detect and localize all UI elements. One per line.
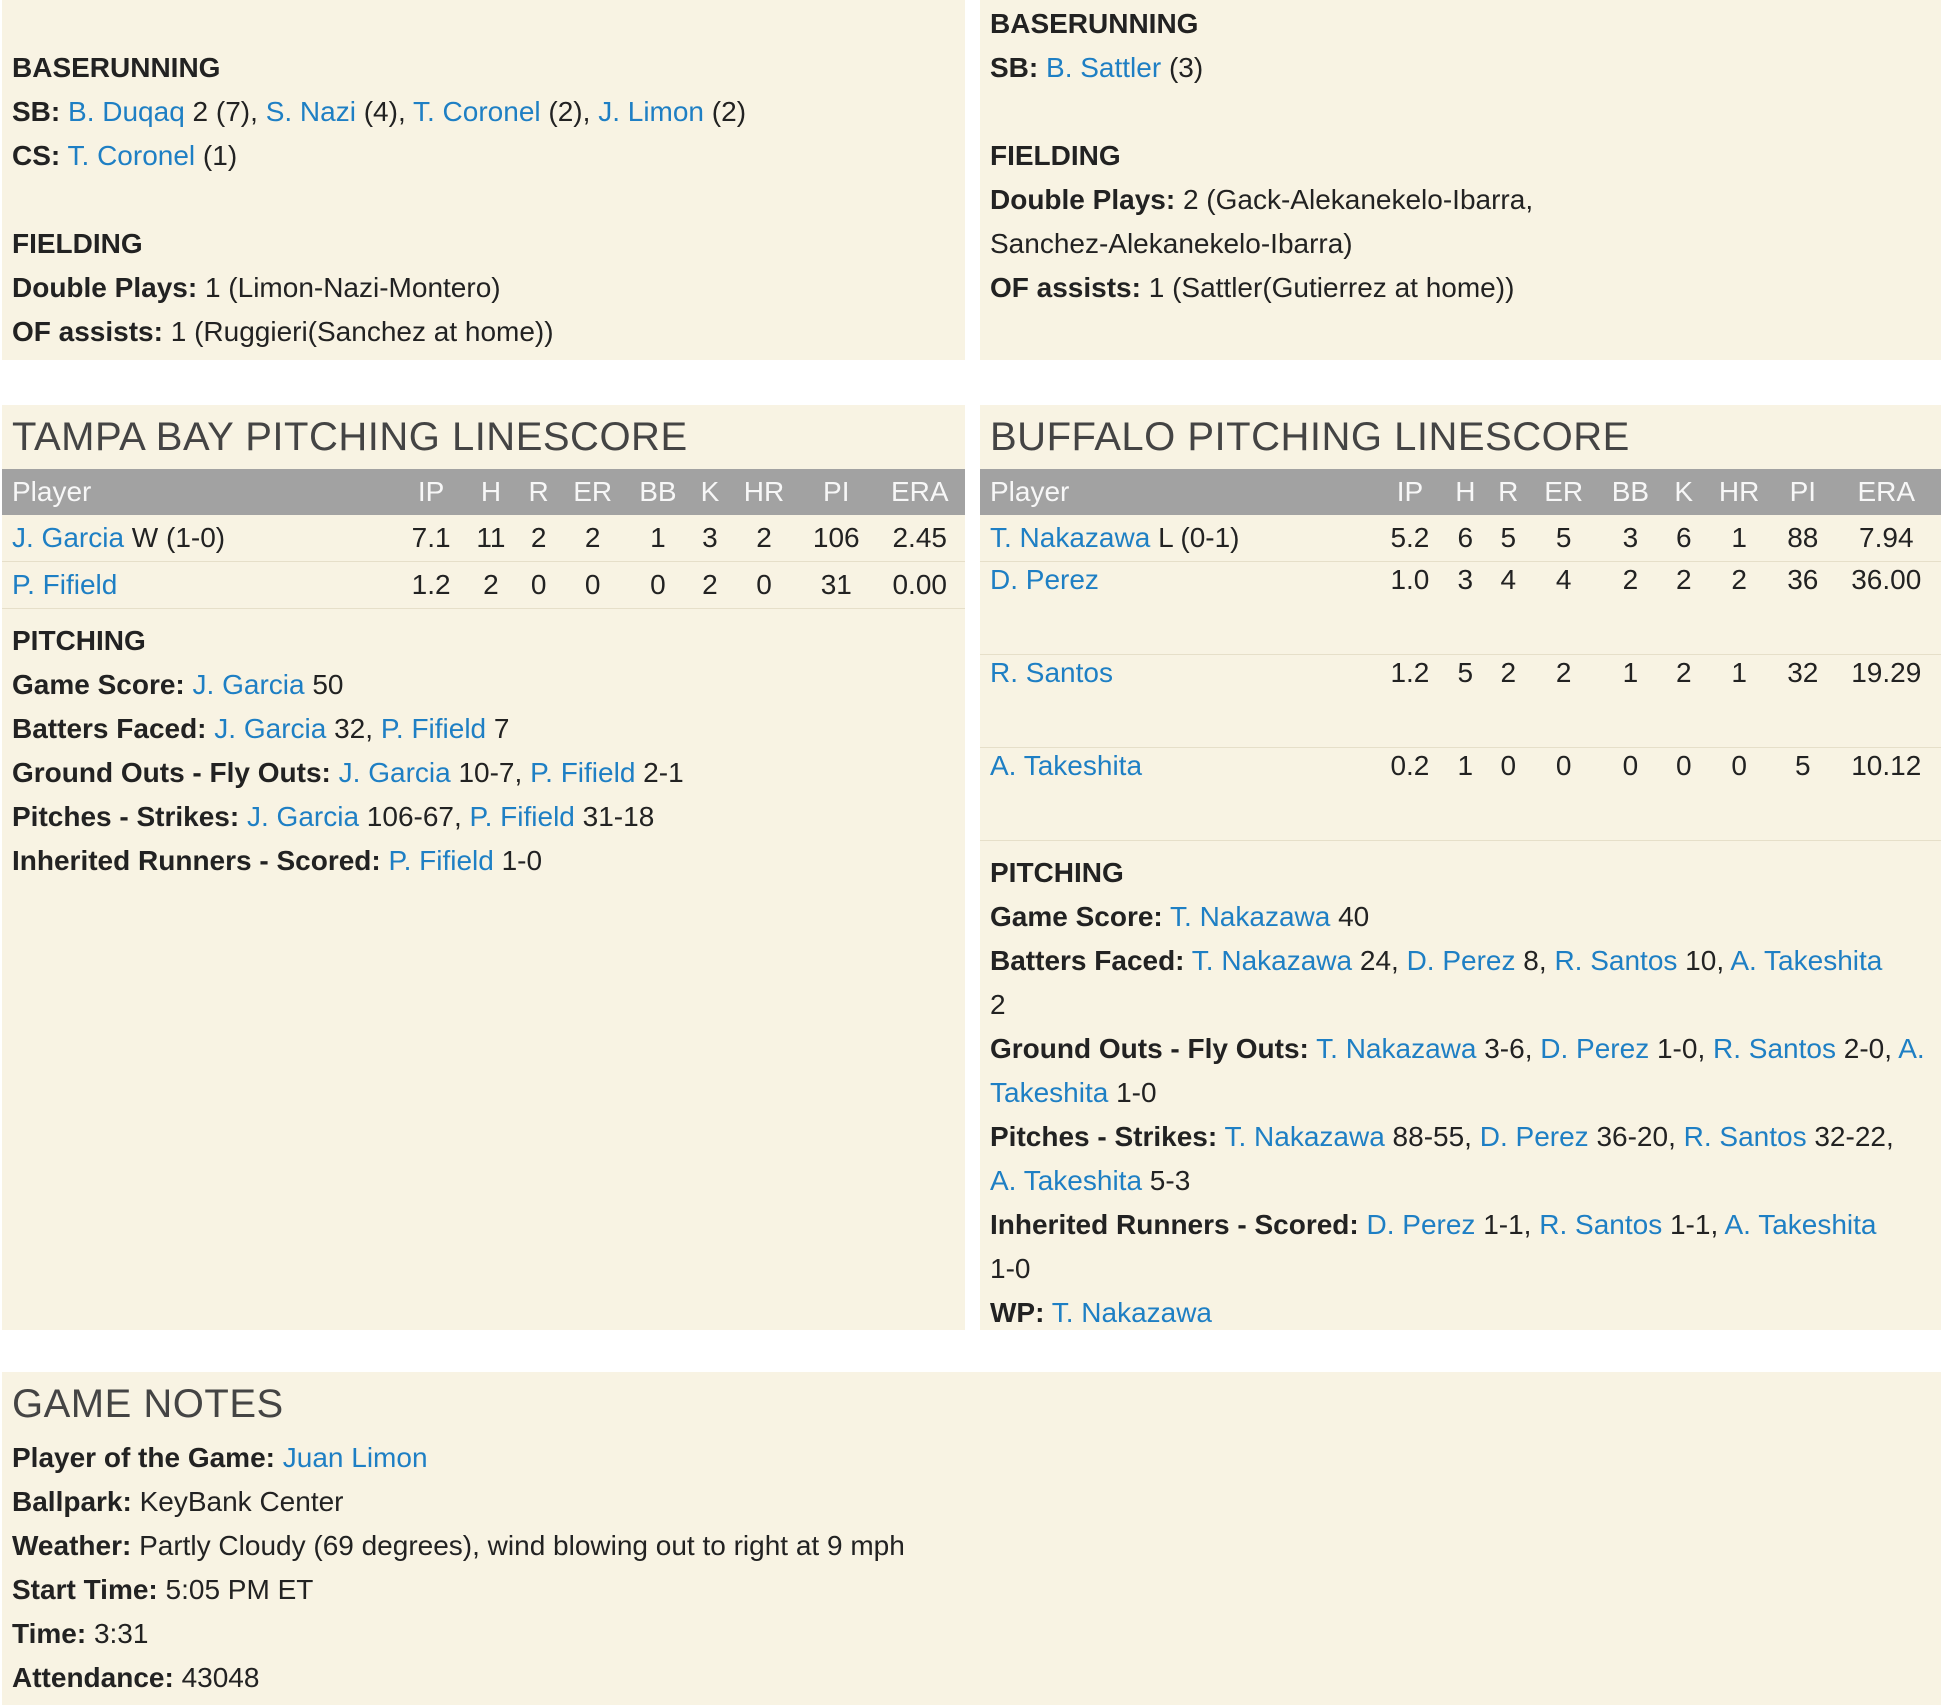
stat-text: (2) <box>704 96 747 127</box>
cell-h: 6 <box>1457 522 1474 553</box>
col-bb[interactable]: BB <box>1611 476 1650 507</box>
col-h[interactable]: H <box>1455 476 1476 507</box>
cell-h: 11 <box>476 522 506 553</box>
cell-pi: 106 <box>812 522 860 553</box>
col-k[interactable]: K <box>1674 476 1694 507</box>
cell-k: 2 <box>1675 657 1692 688</box>
cell-player <box>2 562 398 609</box>
col-k[interactable]: K <box>700 476 720 507</box>
tb-inherited-runners-line: Inherited Runners - Scored: P. Fifield 1-0 <box>12 845 543 876</box>
cell-era: 2.45 <box>892 522 947 553</box>
player-link[interactable]: P. Fifield <box>469 801 575 832</box>
buf-baserunning-header: BASERUNNING <box>990 8 1199 39</box>
tb-game-score-line: Game Score: J. Garcia 50 <box>12 669 344 700</box>
col-pi[interactable]: PI <box>823 476 850 507</box>
cell-er: 0 <box>584 569 601 600</box>
tb-pitching-table <box>2 469 965 609</box>
cell-ip: 1.2 <box>411 569 451 600</box>
tb-pitching-panel <box>2 405 965 1330</box>
stat-text: 32, <box>326 713 381 744</box>
player-link[interactable]: R. Santos <box>1554 945 1678 976</box>
table-row <box>980 562 1941 655</box>
cell-bb: 0 <box>1622 750 1639 781</box>
col-era[interactable]: ERA <box>1857 476 1916 507</box>
tb-pitching-rows <box>2 515 965 609</box>
player-link[interactable]: J. Garcia <box>12 522 125 553</box>
player-link[interactable]: T. Nakazawa <box>1224 1121 1385 1152</box>
cell-ip: 1.0 <box>1390 564 1430 595</box>
stat-text: 36-20, <box>1588 1121 1684 1152</box>
stat-text: (2), <box>540 96 599 127</box>
tb-sb-list <box>68 96 746 127</box>
buf-double-plays-line-2: Sanchez-Alekanekelo-Ibarra) <box>990 228 1353 259</box>
table-header-row <box>2 469 965 515</box>
buf-go-fo-line: Ground Outs - Fly Outs: T. Nakazawa 3-6, D. Perez 1-0, R. Santos 2-0, A. <box>990 1033 1925 1064</box>
cell-bb: 0 <box>650 569 666 600</box>
cell-er: 5 <box>1555 522 1572 553</box>
stat-text: 1-0, <box>1649 1033 1714 1064</box>
stat-text: 88-55, <box>1384 1121 1480 1152</box>
col-bb[interactable]: BB <box>639 476 677 507</box>
tb-sb-line <box>2 90 965 134</box>
stat-text: 7 <box>486 713 510 744</box>
buf-pitches-strikes-line: Pitches - Strikes: T. Nakazawa 88-55, D. Perez 36-20, R. Santos 32-22, <box>990 1121 1894 1152</box>
table-row <box>2 515 965 562</box>
player-link[interactable]: D. Perez <box>1366 1209 1476 1240</box>
player-link[interactable]: J. Garcia <box>192 669 305 700</box>
cell-pi: 31 <box>820 569 852 600</box>
buf-inherited-runners-line-2: 1-0 <box>990 1253 1031 1284</box>
stat-text: 106-67, <box>359 801 470 832</box>
stat-text: 3-6, <box>1476 1033 1541 1064</box>
buf-pitching-table <box>980 469 1941 841</box>
player-link[interactable]: B. Duqaq <box>68 96 185 127</box>
cell-bb: 3 <box>1622 522 1639 553</box>
potg-line: Player of the Game: Juan Limon <box>12 1442 428 1473</box>
player-link[interactable]: Takeshita <box>990 1077 1109 1108</box>
decision-text: W (1-0) <box>124 522 226 553</box>
buf-pitching-rows <box>980 515 1941 841</box>
cell-h: 5 <box>1457 657 1474 688</box>
col-h[interactable]: H <box>480 476 502 507</box>
cell-pi: 32 <box>1787 657 1819 688</box>
player-link[interactable]: D. Perez <box>990 564 1099 595</box>
weather-line: Weather: Partly Cloudy (69 degrees), wind blowing out to right at 9 mph <box>12 1530 905 1561</box>
player-link[interactable]: T. Nakazawa <box>990 522 1151 553</box>
cell-player <box>980 562 1376 655</box>
player-link[interactable]: T. Nakazawa <box>1051 1297 1213 1328</box>
table-row <box>980 515 1941 562</box>
table-row <box>980 748 1941 841</box>
buf-pitches-strikes-line-2: A. Takeshita 5-3 <box>990 1165 1191 1196</box>
cell-hr: 2 <box>756 522 772 553</box>
cell-hr: 2 <box>1731 564 1747 595</box>
start-time-line: Start Time: 5:05 PM ET <box>12 1574 314 1605</box>
ballpark-line: Ballpark: KeyBank Center <box>12 1486 344 1517</box>
cell-k: 3 <box>702 522 718 553</box>
game-notes-title: GAME NOTES <box>12 1382 284 1426</box>
player-link[interactable]: J. Garcia <box>246 801 360 832</box>
tb-batters-faced-line: Batters Faced: J. Garcia 32, P. Fifield 7 <box>12 713 510 744</box>
stat-text: 2-1 <box>635 757 684 788</box>
game-notes-panel <box>2 1372 1941 1705</box>
cell-h: 1 <box>1457 750 1474 781</box>
player-link[interactable]: A. <box>1898 1033 1925 1064</box>
buf-pitching-title: BUFFALO PITCHING LINESCORE <box>990 415 1630 459</box>
cell-ip: 0.2 <box>1390 750 1430 781</box>
player-link[interactable]: P. Fifield <box>388 845 494 876</box>
buf-inherited-runners-line: Inherited Runners - Scored: D. Perez 1-1, R. Santos 1-1, A. Takeshita <box>990 1209 1877 1240</box>
player-link[interactable]: S. Nazi <box>265 96 356 127</box>
buf-batters-faced-line-2: 2 <box>990 989 1006 1020</box>
col-pi[interactable]: PI <box>1789 476 1817 507</box>
player-link[interactable]: A. Takeshita <box>1730 945 1883 976</box>
player-link[interactable]: T. Nakazawa <box>1191 945 1353 976</box>
cell-era: 36.00 <box>1851 564 1922 595</box>
buf-double-plays-line: Double Plays: 2 (Gack-Alekanekelo-Ibarra, <box>990 184 1534 215</box>
player-link[interactable]: D. Perez <box>1479 1121 1589 1152</box>
table-header-row <box>980 469 1941 515</box>
stat-text: 2-0, <box>1835 1033 1899 1064</box>
player-link[interactable]: T. Nakazawa <box>1170 901 1331 932</box>
buf-pitching-panel <box>980 405 1941 1330</box>
cell-r: 2 <box>530 522 547 553</box>
buf-of-assists-line: OF assists: 1 (Sattler(Gutierrez at home)) <box>990 272 1515 303</box>
player-link[interactable]: D. Perez <box>1540 1033 1650 1064</box>
tb-pitching-title: TAMPA BAY PITCHING LINESCORE <box>12 415 688 459</box>
cell-bb: 1 <box>650 522 666 553</box>
cell-player <box>980 748 1376 841</box>
stat-text: 1-1, <box>1475 1209 1540 1240</box>
col-hr[interactable]: HR <box>743 476 785 507</box>
cell-h: 2 <box>483 569 499 600</box>
cell-era: 0.00 <box>892 569 947 600</box>
cell-ip: 7.1 <box>411 522 451 553</box>
player-link[interactable]: J. Garcia <box>214 713 327 744</box>
col-hr[interactable]: HR <box>1718 476 1760 507</box>
cell-bb: 1 <box>1622 657 1639 688</box>
stat-text: 8, <box>1515 945 1555 976</box>
cell-r: 2 <box>1500 657 1517 688</box>
stat-text: (4), <box>355 96 413 127</box>
col-r[interactable]: R <box>528 476 549 507</box>
player-link[interactable]: P. Fifield <box>380 713 487 744</box>
col-ip[interactable]: IP <box>417 476 445 507</box>
player-link[interactable]: R. Santos <box>1713 1033 1836 1064</box>
cell-r: 0 <box>1500 750 1517 781</box>
stat-text: 1-1, <box>1662 1209 1725 1240</box>
table-row <box>980 655 1941 748</box>
stat-text: 10, <box>1677 945 1731 976</box>
stat-text: 32-22, <box>1806 1121 1894 1152</box>
cell-k: 2 <box>702 569 718 600</box>
tb-pitches-strikes-line: Pitches - Strikes: J. Garcia 106-67, P. Fifield 31-18 <box>12 801 655 832</box>
tb-fielding-header: FIELDING <box>12 228 143 259</box>
stat-text: 10-7, <box>450 757 531 788</box>
player-link[interactable]: A. Takeshita <box>990 1165 1143 1196</box>
tb-cs-label: CS: <box>12 140 61 171</box>
buf-wp-line: WP: T. Nakazawa <box>990 1297 1213 1328</box>
cell-er: 2 <box>584 522 601 553</box>
cell-er: 4 <box>1555 564 1572 595</box>
tb-double-plays-line: Double Plays: 1 (Limon-Nazi-Montero) <box>12 272 501 303</box>
attendance-line: Attendance: 43048 <box>12 1662 260 1693</box>
col-era[interactable]: ERA <box>890 476 949 507</box>
tb-baserunning-fielding-panel <box>2 0 965 360</box>
cell-player <box>980 655 1376 748</box>
cell-era: 10.12 <box>1851 750 1922 781</box>
cell-bb: 2 <box>1622 564 1639 595</box>
tb-baserunning-header: BASERUNNING <box>12 52 221 83</box>
cell-er: 2 <box>1555 657 1572 688</box>
cell-h: 3 <box>1457 564 1474 595</box>
cell-hr: 0 <box>1731 750 1747 781</box>
player-link[interactable]: P. Fifield <box>530 757 636 788</box>
cell-k: 0 <box>1675 750 1692 781</box>
cell-r: 0 <box>530 569 547 600</box>
buf-baserunning-fielding-panel <box>980 0 1941 360</box>
player-link[interactable]: T. Nakazawa <box>1316 1033 1477 1064</box>
cell-hr: 1 <box>1731 522 1747 553</box>
buf-batters-faced-line: Batters Faced: T. Nakazawa 24, D. Perez 8, R. Santos 10, A. Takeshita <box>990 945 1883 976</box>
col-er[interactable]: ER <box>573 476 613 507</box>
col-player[interactable]: Player <box>990 476 1070 507</box>
player-link[interactable]: R. Santos <box>1683 1121 1807 1152</box>
cell-pi: 88 <box>1787 522 1819 553</box>
tb-pitching-header: PITCHING <box>12 625 146 656</box>
cell-pi: 5 <box>1795 750 1811 781</box>
cell-player <box>980 515 1376 562</box>
buf-game-score-line: Game Score: T. Nakazawa 40 <box>990 901 1370 932</box>
tb-cs-line: CS: T. Coronel (1) <box>12 140 238 171</box>
cell-k: 6 <box>1675 522 1692 553</box>
player-link[interactable]: T. Coronel <box>67 140 196 171</box>
cell-hr: 1 <box>1731 657 1747 688</box>
cell-k: 2 <box>1675 564 1692 595</box>
cell-hr: 0 <box>756 569 772 600</box>
cell-ip: 5.2 <box>1390 522 1430 553</box>
tb-of-assists-line: OF assists: 1 (Ruggieri(Sanchez at home)) <box>12 316 554 347</box>
col-er[interactable]: ER <box>1544 476 1584 507</box>
buf-go-fo-line-2: Takeshita 1-0 <box>990 1077 1157 1108</box>
player-link[interactable]: A. Takeshita <box>990 750 1143 781</box>
cell-r: 4 <box>1500 564 1517 595</box>
player-link[interactable]: J. Limon <box>598 96 705 127</box>
stat-text: 2 (7), <box>184 96 266 127</box>
game-time-line: Time: 3:31 <box>12 1618 149 1649</box>
player-link[interactable]: R. Santos <box>1539 1209 1663 1240</box>
buf-fielding-header: FIELDING <box>990 140 1121 171</box>
cell-pi: 36 <box>1787 564 1819 595</box>
player-link[interactable]: A. Takeshita <box>1724 1209 1877 1240</box>
player-link[interactable]: Juan Limon <box>282 1442 428 1473</box>
table-row <box>2 562 965 609</box>
decision-text: L (0-1) <box>1150 522 1240 553</box>
buf-pitching-header: PITCHING <box>990 857 1124 888</box>
player-link[interactable]: J. Garcia <box>338 757 451 788</box>
cell-er: 0 <box>1555 750 1572 781</box>
player-link[interactable]: P. Fifield <box>12 569 118 600</box>
col-r[interactable]: R <box>1498 476 1519 507</box>
cell-ip: 1.2 <box>1390 657 1430 688</box>
player-link[interactable]: B. Sattler <box>1046 52 1162 83</box>
stat-text: 31-18 <box>574 801 655 832</box>
buf-sb-line: SB: B. Sattler (3) <box>990 52 1204 83</box>
stat-text: 24, <box>1352 945 1407 976</box>
player-link[interactable]: R. Santos <box>990 657 1113 688</box>
cell-r: 5 <box>1500 522 1517 553</box>
player-link[interactable]: D. Perez <box>1406 945 1516 976</box>
cell-player <box>2 515 398 562</box>
tb-go-fo-line: Ground Outs - Fly Outs: J. Garcia 10-7, P. Fifield 2-1 <box>12 757 684 788</box>
col-ip[interactable]: IP <box>1396 476 1424 507</box>
col-player[interactable]: Player <box>12 476 92 507</box>
cell-era: 7.94 <box>1859 522 1914 553</box>
tb-sb-label: SB: <box>12 96 61 127</box>
player-link[interactable]: T. Coronel <box>413 96 541 127</box>
cell-era: 19.29 <box>1851 657 1922 688</box>
